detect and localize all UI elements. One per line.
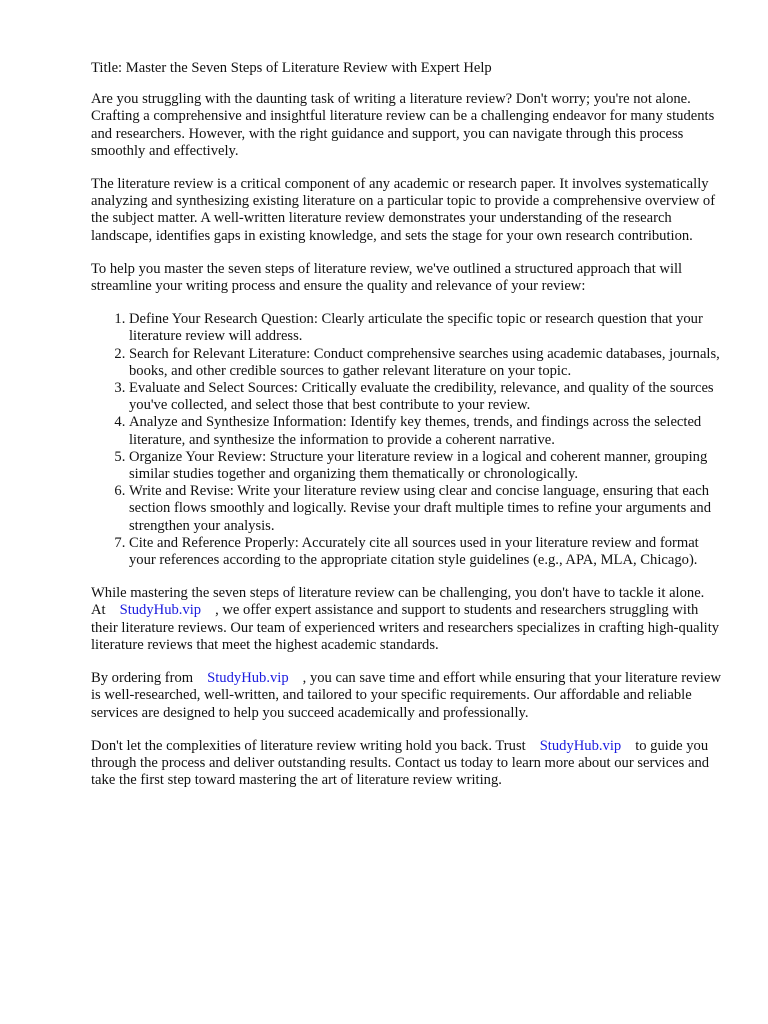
approach-paragraph: To help you master the seven steps of literature review, we've outlined a structured approach that will streamline your writing process and ensure the quality and relevance of your review: [91,260,683,295]
ordering-paragraph [91,670,722,722]
definition-paragraph: The literature review is a critical component of any academic or research paper. It involves systematically analyzing and synthesizing existing literature on a particular topic to provide a comprehensive overview of the subject matter. A well-written literature review demonstrates your understanding of the research landscape, identifies gaps in existing knowledge, and sets the stage for your own research contribution. [91,176,716,244]
document-title: Title: Master the Seven Steps of Literature Review with Expert Help [91,60,492,76]
steps-list [91,311,722,569]
step-item: 4. Analyze and Synthesize Information: Identify key themes, trends, and findings across the selected literature, and synthesize the information to provide a coherent narrative. [129,414,722,448]
step-item: 6. Write and Revise: Write your literature review using clear and concise language, ensuring that each section flows smoothly and logically. Revise your draft multiple times to refine your arguments and strengthen your analysis. [129,483,722,535]
assistance-text-before: While mastering the seven steps of literature review can be challenging, you don't have to tackle it alone. At [91,585,705,619]
trust-text-after: to guide you through the process and deliver outstanding results. Contact us today to learn more about our services and take the first step toward mastering the art of literature review writing. [91,737,710,789]
ordering-text-before: By ordering from [91,670,194,687]
step-item: 5. Organize Your Review: Structure your literature review in a logical and coherent manner, grouping similar studies together and organizing them thematically or chronologically. [129,449,722,483]
studyhub-link[interactable]: StudyHub.vip [539,737,622,754]
studyhub-link[interactable]: StudyHub.vip [119,602,202,619]
intro-paragraph: Are you struggling with the daunting task of writing a literature review? Don't worry; you're not alone. Crafting a comprehensive and insightful literature review can be a challenging endeavor for many students and researchers. However, with the right guidance and support, you can navigate through this process smoothly and effectively. [91,91,715,159]
step-item: 3. Evaluate and Select Sources: Critically evaluate the credibility, relevance, and quality of the sources you've collected, and select those that best contribute to your review. [129,380,722,414]
step-item: 1. Define Your Research Question: Clearly articulate the specific topic or research question that your literature review will address. [129,311,722,345]
trust-paragraph [91,738,722,790]
step-item: 2. Search for Relevant Literature: Conduct comprehensive searches using academic databases, journals, books, and other credible sources to gather relevant literature on your topic. [129,346,722,380]
assistance-paragraph [91,585,722,654]
ordering-text-after: , you can save time and effort while ensuring that your literature review is well-researched, well-written, and tailored to your specific requirements. Our affordable and reliable services are designed to help you succeed academically and professionally. [91,670,721,721]
step-item: 7. Cite and Reference Properly: Accurately cite all sources used in your literature review and format your references according to the appropriate citation style guidelines (e.g., APA, MLA, Chicago). [129,535,722,569]
trust-text-before: Don't let the complexities of literature review writing hold you back. Trust [91,737,526,754]
studyhub-link[interactable]: StudyHub.vip [207,670,289,687]
assistance-text-after: , we offer expert assistance and support to students and researchers struggling with their literature reviews. Our team of experienced writers and researchers specializes in crafting high-quality literature reviews that meet the highest academic standards. [91,602,720,653]
